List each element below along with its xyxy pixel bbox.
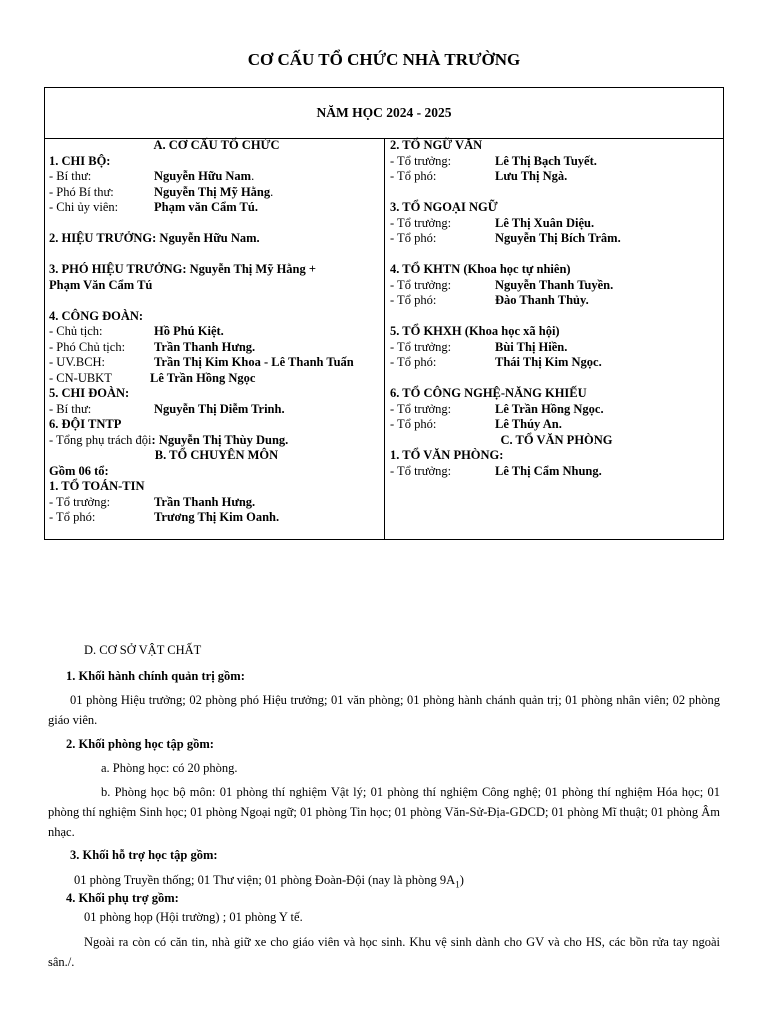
chibo-row: - Bí thư: Nguyễn Hữu Nam. [49,169,255,183]
k3-heading: 3. Khối hỗ trợ học tập gồm: [70,848,218,862]
cn-ubkt-row: - CN-UBKT Lê Trần Hồng Ngọc [49,370,256,385]
group-row: - Tổ phó: Đào Thanh Thủy. [390,293,589,307]
group-row: - Tổ trưởng: Bùi Thị Hiền. [390,339,568,354]
group-row: - Tổ phó: Thái Thị Kim Ngọc. [390,355,602,369]
group-row: - Tổ trưởng: Lê Trần Hồng Ngọc. [390,401,604,416]
van-phong-row: - Tổ trưởng: Lê Thị Cẩm Nhung. [390,463,602,478]
group-row: - Tổ phó: Lưu Thị Ngà. [390,169,568,183]
pho-hieu-truong-line1: 3. PHÓ HIỆU TRƯỞNG: Nguyễn Thị Mỹ Hằng + [49,262,316,276]
hieu-truong: 2. HIỆU TRƯỞNG: Nguyễn Hữu Nam. [49,231,260,245]
cong-doan-row: - Chủ tịch: Hồ Phú Kiệt. [49,324,224,338]
group-row: - Tổ trưởng: Nguyễn Thanh Tuyền. [390,277,614,292]
toan-tin-row: - Tổ trưởng: Trần Thanh Hưng. [49,494,256,509]
closing-paragraph: Ngoài ra còn có căn tin, nhà giữ xe cho giáo viên và học sinh. Khu vệ sinh dành cho GV và cho HS, các bồn rửa tay ngoài sân./. [48,935,720,969]
organization-table [44,87,724,540]
group-heading: 5. TỔ KHXH (Khoa học xã hội) [390,324,560,338]
cong-doan-row: - UV.BCH: Trần Thị Kim Khoa - Lê Thanh Tuấn [49,355,354,369]
chi-doan-heading: 5. CHI ĐOÀN: [49,386,130,400]
k4-text: 01 phòng họp (Hội trường) ; 01 phòng Y tế. [84,910,303,924]
van-phong-heading: 1. TỔ VĂN PHÒNG: [390,448,504,462]
k4-heading: 4. Khối phụ trợ gồm: [66,891,179,905]
chibo-row: - Chi ủy viên: Phạm văn Cẩm Tú. [49,200,258,214]
k2-heading: 2. Khối phòng học tập gồm: [66,737,214,751]
pho-hieu-truong-line2: Phạm Văn Cẩm Tú [49,277,153,292]
group-heading: 6. TỔ CÔNG NGHỆ-NĂNG KHIẾU [390,386,587,400]
group-heading: 4. TỔ KHTN (Khoa học tự nhiên) [390,262,571,276]
group-row: - Tổ phó: Lê Thúy An. [390,417,562,431]
section-d-heading: D. CƠ SỞ VẬT CHẤT [84,643,202,657]
section-c-heading: C. TỔ VĂN PHÒNG [500,432,613,447]
k1-heading: 1. Khối hành chính quản trị gồm: [66,669,245,683]
group-row: - Tổ trưởng: Lê Thị Bạch Tuyết. [390,153,597,168]
group-row: - Tổ trưởng: Lê Thị Xuân Diệu. [390,215,595,230]
section-b-heading: B. TỔ CHUYÊN MÔN [154,448,279,462]
chibo-row: - Phó Bí thư: Nguyễn Thị Mỹ Hằng. [49,184,274,199]
chibo-heading: 1. CHI BỘ: [49,153,111,168]
group-heading: 2. TỔ NGỮ VĂN [390,138,483,152]
group-heading: 3. TỔ NGOẠI NGỮ [390,200,498,214]
left-column [45,138,385,539]
toan-tin-row: - Tổ phó: Trương Thị Kim Oanh. [49,510,280,524]
group-row: - Tổ phó: Nguyễn Thị Bích Trâm. [390,231,621,245]
k3-text: 01 phòng Truyền thống; 01 Thư viện; 01 phòng Đoàn-Đội (nay là phòng $9A_1$) [74,873,464,890]
section-a-heading: A. CƠ CẤU TỔ CHỨC [153,138,280,152]
doi-heading: 6. ĐỘI TNTP [49,417,122,431]
doi-row: - Tổng phụ trách đội: Nguyễn Thị Thùy Dung. [49,432,289,447]
k1-text: 01 phòng Hiệu trưởng; 02 phòng phó Hiệu trưởng; 01 văn phòng; 01 phòng hành chánh quản trị; 01 phòng nhân viên; 02 phòng giáo viên. [48,693,720,727]
k2-a-text: a. Phòng học: có 20 phòng. [101,761,238,775]
chi-doan-row: - Bí thư: Nguyễn Thị Diễm Trinh. [49,401,285,416]
page-title: CƠ CẤU TỔ CHỨC NHÀ TRƯỜNG [247,50,521,69]
cong-doan-row: - Phó Chủ tịch: Trần Thanh Hưng. [49,339,256,354]
k2-b-text: b. Phòng học bộ môn: 01 phòng thí nghiệm Vật lý; 01 phòng thí nghiệm Công nghệ; 01 phòng thí nghiệm Hóa học; 01 phòng thí nghiệm Sinh học; 01 phòng Ngoại ngữ; 01 phòng Tin học; 01 phòng Văn-Sử-Địa-GDCD; 01 phòng Mĩ thuật; 01 phòng Âm nhạc. [48,785,720,839]
cong-doan-heading: 4. CÔNG ĐOÀN: [49,308,144,323]
toan-tin-heading: 1. TỔ TOÁN-TIN [49,479,145,493]
gom-text: Gồm 06 tổ: [49,463,109,478]
school-year-header: NĂM HỌC 2024 - 2025 [45,88,723,139]
right-column [385,138,723,539]
